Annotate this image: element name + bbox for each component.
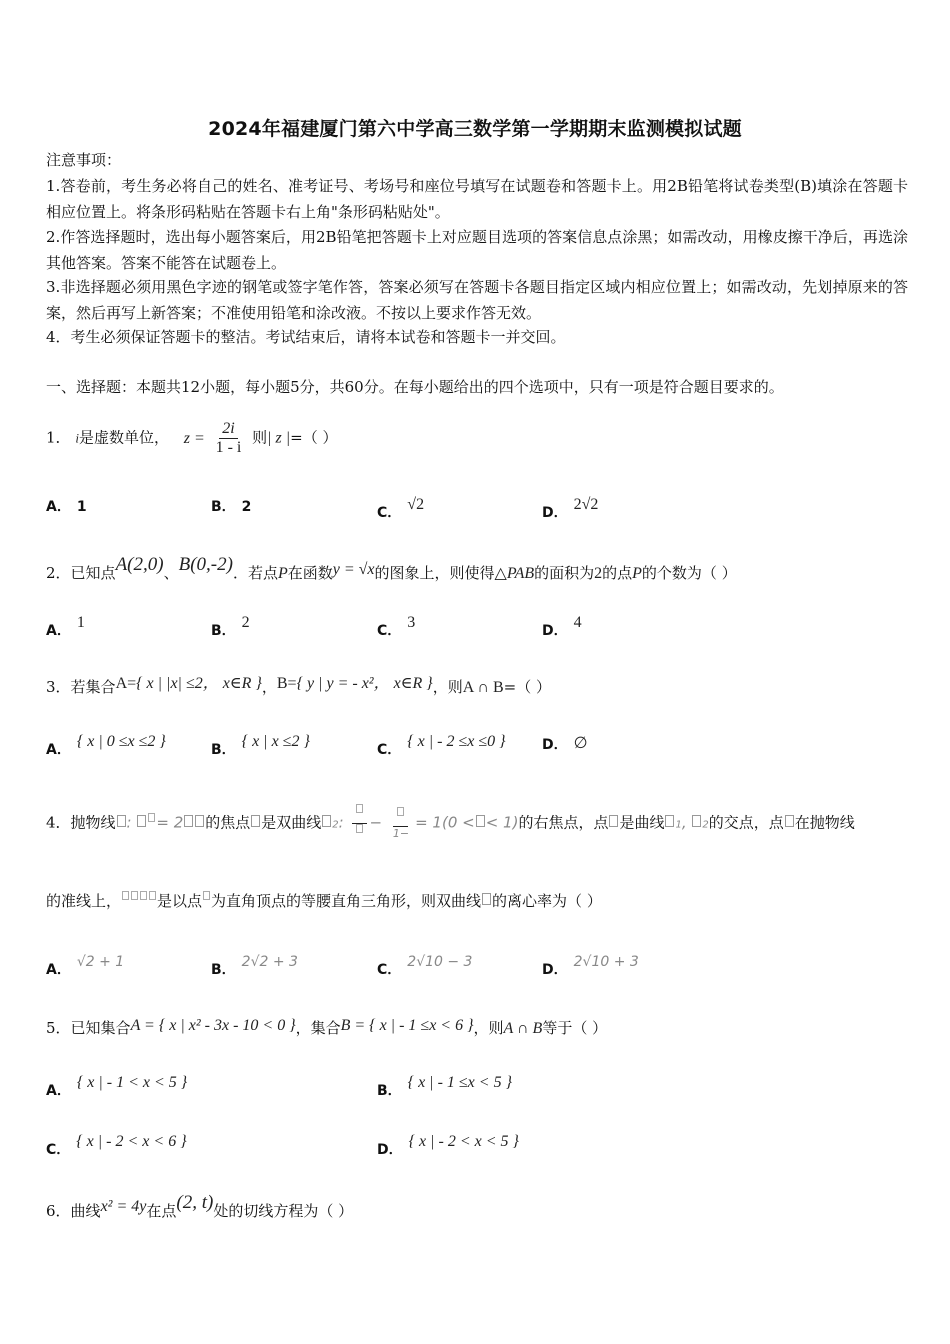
q4-minus: −: [369, 813, 383, 832]
q4-line2-c: 为直角顶点的等腰直角三角形，则双曲线: [211, 892, 482, 910]
missing-glyph-icon: [665, 815, 674, 827]
option-label: D．: [542, 962, 568, 978]
q5-option-a[interactable]: [46, 1074, 187, 1100]
q4-frac-2: [390, 807, 412, 841]
q1-option-d[interactable]: [542, 496, 598, 522]
option-value: 2√10 − 3: [407, 954, 473, 970]
option-label: D．: [377, 1142, 403, 1158]
option-label: C．: [377, 623, 402, 639]
q4-option-c[interactable]: [377, 954, 472, 979]
q5-set-a: A = { x | x² - 3x - 10 < 0 }: [130, 1017, 296, 1034]
q4-option-b[interactable]: [211, 954, 298, 979]
q4-number: 4．抛物线: [46, 813, 116, 832]
q1-option-c[interactable]: [377, 496, 424, 522]
option-value: { x | - 2 < x < 6 }: [76, 1133, 187, 1150]
option-label: B．: [211, 962, 236, 978]
notice-item-2: 2.作答选择题时，选出每小题答案后，用2B铅笔把答题卡上对应题目选项的答案信息点涂黑；如需改动，用橡皮擦干净后，再选涂其他答案。答案不能答在试题卷上。: [46, 228, 908, 272]
option-label: C．: [377, 742, 402, 758]
page-title: 2024年福建厦门第六中学高三数学第一学期期末监测模拟试题: [208, 118, 742, 140]
q1-z: z =: [183, 429, 205, 447]
missing-glyph-icon: [482, 893, 491, 905]
q6-text-3: 处的切线方程为（ ）: [213, 1202, 354, 1220]
q6-text-2: 在点: [146, 1202, 177, 1220]
q3-b-label: B=: [276, 675, 297, 692]
missing-glyph-icon: [356, 824, 363, 833]
missing-glyph-icon: [785, 815, 794, 827]
question-2: [46, 555, 737, 584]
q1-abs: | z |: [267, 429, 291, 447]
option-value: √2 + 1: [76, 954, 125, 970]
q2-point-b: B(0,-2): [178, 554, 233, 575]
q1-i: i: [75, 430, 79, 446]
missing-glyph-icon: [251, 815, 260, 827]
q4-text-2: 是双曲线: [261, 813, 322, 832]
missing-glyph-icon: [356, 804, 363, 813]
section-heading: 一、选择题：本题共12小题，每小题5分，共60分。在每小题给出的四个选项中，只有一项是符合题目要求的。: [46, 378, 784, 396]
missing-glyph-icon: [148, 813, 155, 822]
notice-item-4: 4．考生必须保证答题卡的整洁。考试结束后，请将本试卷和答题卡一并交回。: [46, 328, 566, 346]
q5-text-3: ，则: [473, 1019, 504, 1037]
q3-option-a[interactable]: [46, 733, 166, 759]
q3-text-1: 若集合: [70, 678, 116, 696]
q4-option-d[interactable]: [542, 954, 639, 979]
q5-set-b: B = { x | - 1 ≤x < 6 }: [340, 1017, 474, 1034]
q5-option-b[interactable]: [377, 1074, 512, 1100]
q2-function: y = √x: [332, 561, 375, 578]
option-label: B．: [211, 499, 236, 515]
notice-heading: 注意事项：: [46, 151, 122, 169]
option-value: 2√2: [573, 496, 599, 513]
q4-option-a[interactable]: [46, 954, 124, 979]
option-label: A．: [46, 499, 71, 515]
missing-glyph-icon: [203, 891, 210, 900]
option-label: D．: [542, 505, 568, 521]
option-value: 4: [573, 614, 582, 631]
q4-sub1: 1: [675, 819, 682, 831]
option-value: 3: [407, 614, 416, 631]
option-label: A．: [46, 1083, 71, 1099]
q2-text-6: 的面积为: [534, 564, 595, 582]
option-value: 2: [241, 614, 250, 631]
missing-glyph-icon: [195, 815, 204, 827]
option-value: √2: [407, 496, 425, 513]
missing-glyph-icon: [476, 815, 485, 827]
option-label: A．: [46, 742, 71, 758]
q3-comma: ，: [261, 678, 277, 696]
q4-text-6: 在抛物线: [794, 813, 855, 832]
q6-curve: x² = 4y: [100, 1198, 147, 1215]
option-value: 1: [76, 614, 85, 631]
q2-triangle: △PAB: [494, 565, 535, 582]
option-label: C．: [377, 505, 402, 521]
q4-text-1: 的焦点: [205, 813, 251, 832]
option-value: 1: [76, 499, 87, 515]
missing-glyph-icon: [322, 815, 331, 827]
option-label: B．: [211, 623, 236, 639]
q3-option-b[interactable]: [211, 733, 310, 759]
q6-number: 6．: [46, 1202, 71, 1220]
q4-den: 1−: [392, 826, 410, 840]
question-3: [46, 674, 551, 698]
q3-intersection: A ∩ B: [462, 679, 504, 696]
option-label: B．: [377, 1083, 402, 1099]
q4-line2-a: 的准线上，: [46, 892, 122, 910]
q2-two: 2: [594, 565, 603, 582]
q5-option-d[interactable]: [377, 1133, 519, 1159]
q3-a-label: A=: [115, 675, 137, 692]
missing-glyph-icon: [692, 815, 701, 827]
q3-text-2: ，则: [432, 678, 463, 696]
option-label: B．: [211, 742, 236, 758]
option-label: C．: [46, 1142, 71, 1158]
q4-lt: < 1): [485, 813, 519, 832]
q3-number: 3．: [46, 678, 71, 696]
q4-line2-d: 的离心率为（ ）: [492, 892, 602, 910]
missing-glyph-icon: [149, 891, 156, 900]
option-label: A．: [46, 962, 71, 978]
q4-text-3: 的右焦点，点: [518, 813, 609, 832]
q2-option-a[interactable]: [46, 614, 85, 640]
option-value: 2√10 + 3: [573, 954, 639, 970]
q5-text-4: 等于（ ）: [542, 1019, 608, 1037]
q1-fraction-denominator: 1 - i: [215, 439, 242, 456]
option-value: { x | - 1 < x < 5 }: [76, 1074, 188, 1091]
q2-text-5: 的图象上，则使得: [374, 564, 495, 582]
missing-glyph-icon: [140, 891, 147, 900]
missing-glyph-icon: [122, 891, 129, 900]
q2-text-1: 已知点: [70, 564, 116, 582]
q1-fraction: [213, 420, 245, 457]
missing-glyph-icon: [117, 815, 126, 827]
q4-line2-b: 是以点: [157, 892, 203, 910]
q2-number: 2．: [46, 564, 71, 582]
q3-option-d[interactable]: [542, 733, 588, 754]
q2-p: P: [277, 565, 288, 582]
q5-text-2: ，集合: [295, 1019, 341, 1037]
q2-option-c[interactable]: [377, 614, 415, 640]
q2-text-8: 的个数为（ ）: [641, 564, 737, 582]
question-6: [46, 1193, 353, 1221]
option-label: A．: [46, 623, 71, 639]
q4-colon: :: [126, 813, 137, 832]
q6-point: (2, t): [176, 1192, 214, 1213]
missing-glyph-icon: [137, 815, 146, 827]
option-value: 2: [241, 499, 252, 515]
q2-text-2: 、: [163, 564, 179, 582]
q1-number: 1．: [46, 428, 71, 447]
missing-glyph-icon: [609, 815, 618, 827]
q3-set-a: { x | |x| ≤2， x∈R }: [136, 675, 262, 692]
q1-option-a[interactable]: [46, 496, 87, 516]
q1-text-3: =（ ）: [290, 428, 338, 447]
q4-sub: 2: [332, 819, 339, 831]
q2-text-4: 在函数: [287, 564, 333, 582]
q2-option-b[interactable]: [211, 614, 250, 640]
missing-glyph-icon: [131, 891, 138, 900]
q4-sub22: 2: [702, 819, 709, 831]
q4-eq1: = 2: [156, 813, 184, 832]
question-4-line-2: [46, 891, 602, 911]
option-label: D．: [542, 737, 568, 753]
missing-glyph-icon: [397, 807, 404, 816]
missing-glyph-icon: [184, 815, 193, 827]
q6-text-1: 曲线: [70, 1202, 101, 1220]
q2-p2: P: [632, 565, 642, 582]
q4-eq2: = 1(0 <: [415, 813, 475, 832]
q5-intersection: A ∩ B: [503, 1020, 543, 1037]
option-label: D．: [542, 623, 568, 639]
notice-item-3: 3.非选择题必须用黑色字迹的钢笔或签字笔作答，答案必须写在答题卡各题目指定区域内相应位置上；如需改动，先划掉原来的答案，然后再写上新答案；不准使用铅笔和涂改液。不按以上要求作答无效。: [46, 278, 908, 322]
q5-text-1: 已知集合: [70, 1019, 131, 1037]
q3-set-b: { y | y = - x²， x∈R }: [296, 675, 433, 692]
question-5: [46, 1016, 607, 1039]
q3-text-3: =（ ）: [503, 678, 551, 696]
option-value: { x | - 2 ≤x ≤0 }: [407, 733, 506, 750]
option-value: { x | 0 ≤x ≤2 }: [76, 733, 166, 750]
q2-point-a: A(2,0): [115, 554, 164, 575]
option-value: ∅: [573, 735, 588, 752]
option-value: { x | x ≤2 }: [241, 733, 310, 750]
question-4: [46, 804, 855, 843]
q4-text-4: 是曲线: [619, 813, 665, 832]
q1-text-2: 则: [252, 428, 268, 447]
option-value: 2√2 + 3: [241, 954, 298, 970]
q4-colon2: :: [338, 813, 344, 832]
q4-sep: ,: [681, 813, 692, 832]
q5-number: 5．: [46, 1019, 71, 1037]
q4-text-5: 的交点，点: [708, 813, 784, 832]
q2-text-7: 的点: [602, 564, 633, 582]
notice-item-1: 1.答卷前，考生务必将自己的姓名、准考证号、考场号和座位号填写在试题卷和答题卡上。用2B铅笔将试卷类型(B)填涂在答题卡相应位置上。将条形码粘贴在答题卡右上角"条形码粘贴处"。: [46, 177, 908, 221]
q4-frac-1: [352, 804, 367, 843]
q3-option-c[interactable]: [377, 733, 506, 759]
q2-text-3: ．若点: [232, 564, 278, 582]
q5-option-c[interactable]: [46, 1133, 187, 1159]
option-value: { x | - 2 < x < 5 }: [408, 1133, 519, 1150]
question-1: [46, 420, 338, 457]
q1-option-b[interactable]: [211, 496, 251, 516]
option-value: { x | - 1 ≤x < 5 }: [407, 1074, 512, 1091]
q2-option-d[interactable]: [542, 614, 582, 640]
q1-fraction-numerator: 2i: [219, 420, 237, 439]
q1-text-1: 是虚数单位，: [78, 428, 169, 447]
option-label: C．: [377, 962, 402, 978]
